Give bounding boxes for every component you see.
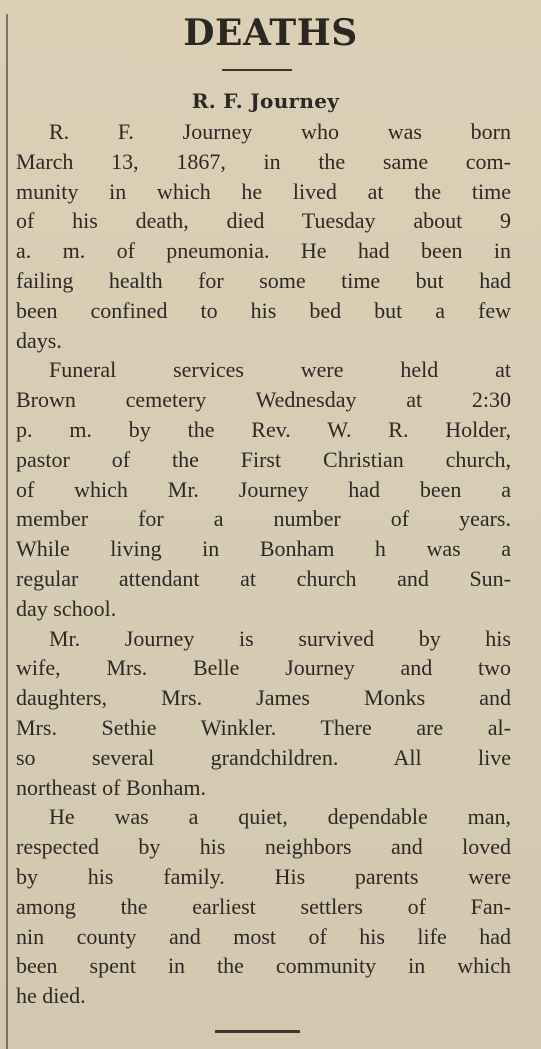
text-line: respected by his neighbors and loved (16, 834, 511, 860)
text-line: days. (16, 327, 62, 353)
text-line: daughters, Mrs. James Monks and (16, 685, 511, 711)
section-title: DEATHS (183, 12, 358, 54)
text-line: among the earliest settlers of Fan- (16, 893, 511, 919)
text-line: p. m. by the Rev. W. R. Holder, (16, 416, 511, 442)
title-divider (222, 69, 292, 71)
text-line: of which Mr. Journey had been a (16, 476, 511, 502)
paragraph (16, 624, 511, 803)
text-line: Funeral services were held at (49, 357, 511, 383)
article-body (16, 117, 511, 1011)
text-line: Mrs. Sethie Winkler. There are al- (16, 714, 511, 740)
text-line: Brown cemetery Wednesday at 2:30 (16, 387, 511, 413)
text-line: been confined to his bed but a few (16, 297, 511, 323)
text-line: by his family. His parents were (16, 863, 511, 889)
text-line: day school. (16, 595, 117, 621)
column-rule (6, 14, 8, 1049)
text-line: R. F. Journey who was born (49, 119, 511, 144)
text-line: a. m. of pneumonia. He had been in (16, 238, 511, 264)
paragraph (16, 355, 511, 623)
article-headline: R. F. Journey (191, 89, 340, 113)
text-line: While living in Bonham h was a (16, 536, 511, 562)
text-line: pastor of the First Christian church, (16, 446, 511, 472)
paragraph (16, 802, 511, 1011)
text-line: March 13, 1867, in the same com- (16, 148, 511, 174)
text-line: he died. (16, 983, 86, 1009)
text-line: northeast of Bonham. (16, 774, 207, 800)
text-line: regular attendant at church and Sun- (16, 565, 511, 591)
text-line: He was a quiet, dependable man, (49, 804, 511, 830)
text-line: been spent in the community in which (16, 953, 511, 979)
text-line: wife, Mrs. Belle Journey and two (16, 655, 511, 681)
text-line: member for a number of years. (16, 506, 511, 532)
text-line: failing health for some time but had (16, 267, 511, 293)
text-line: nin county and most of his life had (16, 923, 511, 949)
paragraph (16, 117, 511, 355)
end-divider (215, 1030, 300, 1033)
text-line: munity in which he lived at the time (16, 178, 511, 204)
text-line: so several grandchildren. All live (16, 744, 511, 770)
text-line: of his death, died Tuesday about 9 (16, 208, 511, 234)
text-line: Mr. Journey is survived by his (49, 625, 511, 651)
